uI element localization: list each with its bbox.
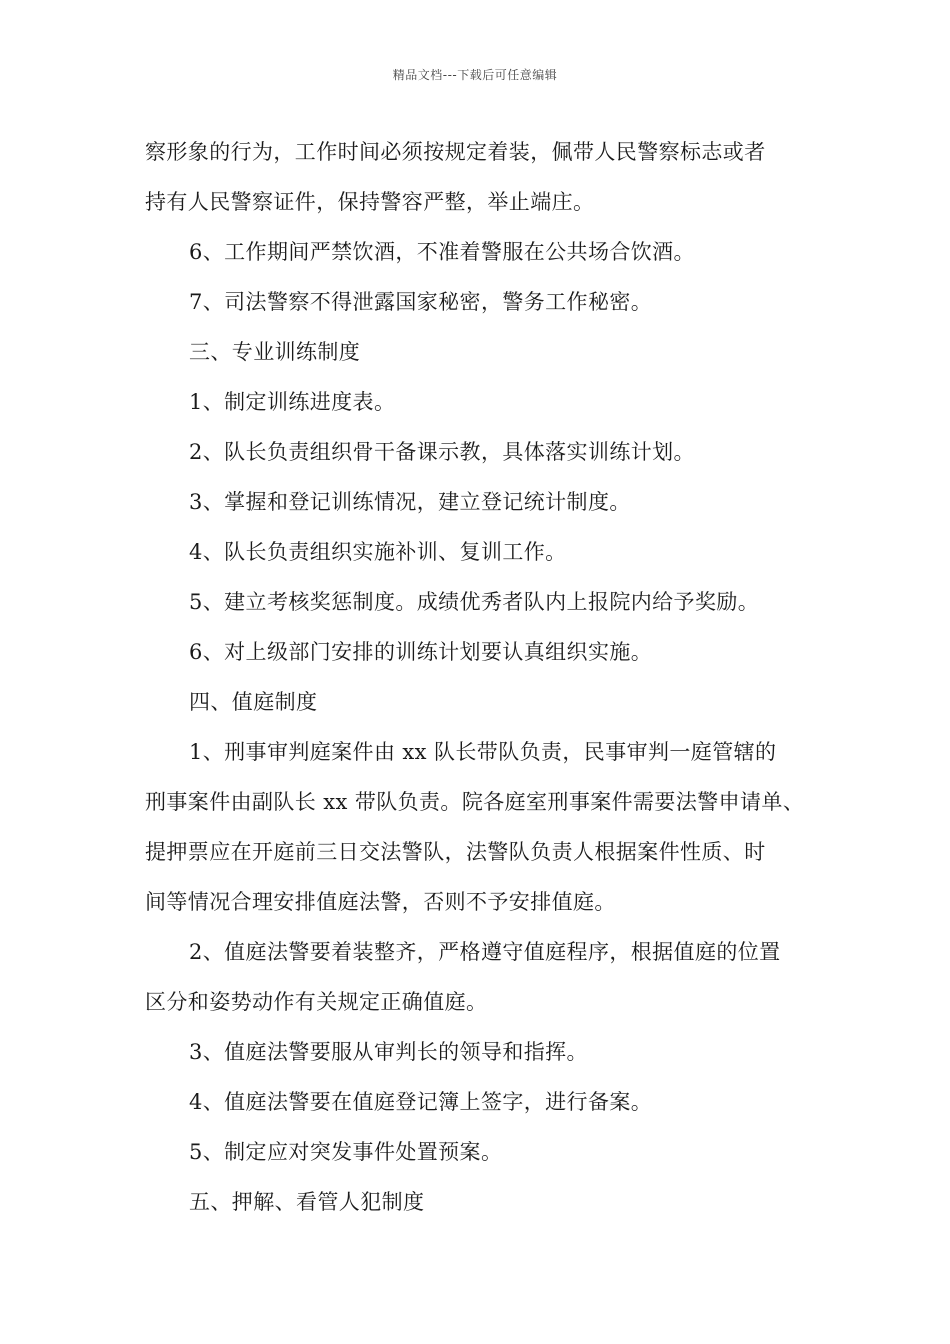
text-line: 2、队长负责组织骨干备课示教，具体落实训练计划。 bbox=[189, 440, 695, 464]
text-line: 刑事案件由副队长 xx 带队负责。院各庭室刑事案件需要法警申请单、 bbox=[145, 790, 805, 814]
text-line: 2、值庭法警要着装整齐，严格遵守值庭程序，根据值庭的位置 bbox=[189, 940, 781, 964]
text-line: 6、对上级部门安排的训练计划要认真组织实施。 bbox=[189, 640, 653, 664]
page-header: 精品文档---下载后可任意编辑 bbox=[392, 68, 558, 82]
text-line: 持有人民警察证件，保持警容严整，举止端庄。 bbox=[145, 190, 595, 214]
text-line: 提押票应在开庭前三日交法警队，法警队负责人根据案件性质、时 bbox=[145, 840, 766, 864]
text-line: 5、建立考核奖惩制度。成绩优秀者队内上报院内给予奖励。 bbox=[189, 590, 760, 614]
text-line: 察形象的行为，工作时间必须按规定着装，佩带人民警察标志或者 bbox=[145, 140, 766, 164]
text-line: 4、队长负责组织实施补训、复训工作。 bbox=[189, 540, 567, 564]
text-line: 间等情况合理安排值庭法警，否则不予安排值庭。 bbox=[145, 890, 616, 914]
text-line: 5、制定应对突发事件处置预案。 bbox=[189, 1140, 503, 1164]
document-body bbox=[145, 132, 815, 1232]
text-line: 五、押解、看管人犯制度 bbox=[189, 1190, 425, 1214]
text-line: 四、值庭制度 bbox=[189, 690, 318, 714]
text-line: 6、工作期间严禁饮酒，不准着警服在公共场合饮酒。 bbox=[189, 240, 695, 264]
text-line: 7、司法警察不得泄露国家秘密，警务工作秘密。 bbox=[189, 290, 653, 314]
text-line: 三、专业训练制度 bbox=[189, 340, 361, 364]
text-line: 3、掌握和登记训练情况，建立登记统计制度。 bbox=[189, 490, 631, 514]
text-line: 3、值庭法警要服从审判长的领导和指挥。 bbox=[189, 1040, 588, 1064]
text-line: 4、值庭法警要在值庭登记簿上签字，进行备案。 bbox=[189, 1090, 653, 1114]
text-line: 1、刑事审判庭案件由 xx 队长带队负责，民事审判一庭管辖的 bbox=[189, 740, 777, 764]
text-line: 区分和姿势动作有关规定正确值庭。 bbox=[145, 990, 488, 1014]
text-line: 1、制定训练进度表。 bbox=[189, 390, 396, 414]
